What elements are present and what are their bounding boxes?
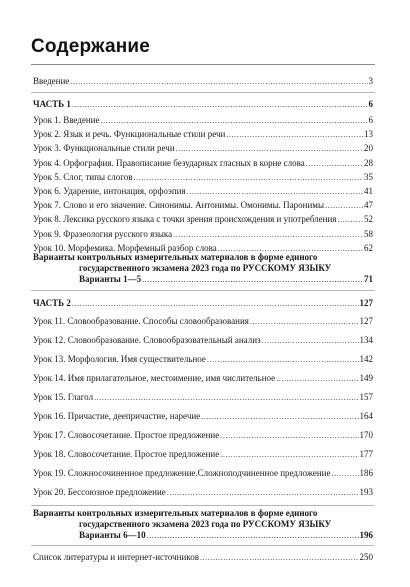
dot-leader — [220, 429, 358, 443]
dot-leader — [187, 185, 363, 199]
toc-entry-lesson-13[interactable] — [33, 352, 373, 366]
dot-leader — [142, 274, 363, 285]
variants-line: государственного экзамена 2023 года по РУССКОМУ ЯЗЫКУ — [79, 263, 332, 273]
toc-entry-page: 13 — [364, 129, 373, 139]
toc-entry-page: 62 — [364, 243, 373, 253]
toc-entry-lesson-6[interactable] — [33, 184, 373, 198]
dot-leader — [201, 410, 358, 424]
dot-leader — [276, 372, 358, 386]
toc-entry-label: Урок 2. Язык и речь. Функциональные стили речи — [33, 129, 226, 139]
dot-leader — [207, 353, 359, 367]
toc-entry-label: Урок 15. Глагол — [33, 392, 94, 402]
toc-part-page: 6 — [368, 99, 373, 109]
toc-entry-label: Урок 8. Лексика русского языка с точки зрения происхождения и употребления — [33, 214, 337, 224]
toc-part1-heading[interactable] — [33, 97, 373, 111]
toc-entry-label: Урок 10. Морфемика. Морфемный разбор слова — [33, 243, 217, 253]
page-title: Содержание — [31, 36, 151, 57]
toc-entry-page: 193 — [359, 487, 373, 497]
toc-entry-lesson-12[interactable] — [33, 333, 373, 347]
variants-line: государственного экзамена 2023 года по РУССКОМУ ЯЗЫКУ — [79, 519, 332, 529]
dot-leader — [176, 142, 363, 156]
dot-leader — [72, 297, 359, 311]
toc-entry-label: Список литературы и интернет-источников — [33, 552, 199, 562]
section-rule — [31, 290, 375, 291]
section-rule — [31, 92, 375, 93]
toc-entry-label: Урок 16. Причастие, деепричастие, наречие — [33, 411, 201, 421]
toc-entry-lesson-18[interactable] — [33, 447, 373, 461]
toc-entry-lesson-15[interactable] — [33, 390, 373, 404]
toc-entry-label: Урок 11. Словообразование. Способы словообразования — [33, 316, 249, 326]
toc-part-label: ЧАСТЬ 2 — [33, 298, 71, 308]
toc-entry-page: 6 — [368, 115, 373, 125]
toc-entry-page: 157 — [359, 392, 373, 402]
toc-entry-page: 142 — [359, 354, 373, 364]
variants-line: Варианты контрольных измерительных материалов в форме единого — [33, 508, 318, 518]
dot-leader — [100, 114, 367, 128]
toc-entry-label: Урок 12. Словообразование. Словообразовательный анализ — [33, 335, 261, 345]
toc-entry-lesson-16[interactable] — [33, 409, 373, 423]
toc-entry-page: 250 — [359, 552, 373, 562]
variants-page: 196 — [359, 530, 373, 540]
toc-entry-page: 149 — [359, 373, 373, 383]
toc-entry-page: 47 — [364, 200, 373, 210]
toc-entry-page: 177 — [359, 449, 373, 459]
toc-entry-page: 52 — [364, 214, 373, 224]
toc-entry-lesson-20[interactable] — [33, 485, 373, 499]
toc-entry-page: 35 — [364, 172, 373, 182]
toc-entry-label: Урок 17. Словосочетание. Простое предложение — [33, 430, 220, 440]
section-rule — [31, 545, 375, 546]
dot-leader — [325, 199, 363, 213]
dot-leader — [167, 486, 359, 500]
dot-leader — [133, 171, 363, 185]
toc-part-label: ЧАСТЬ 1 — [33, 99, 71, 109]
toc-entry-lesson-8[interactable] — [33, 212, 373, 226]
variants-entry — [33, 274, 373, 285]
toc-entry-bibliography[interactable] — [33, 550, 373, 564]
toc-entry-lesson-11[interactable] — [33, 314, 373, 328]
toc-entry-label: Введение — [33, 76, 70, 86]
toc-entry-page: 164 — [359, 411, 373, 421]
toc-part-page: 127 — [359, 298, 373, 308]
toc-entry-lesson-17[interactable] — [33, 428, 373, 442]
toc-entry-label: Урок 18. Словосочетание. Простое предложение — [33, 449, 220, 459]
toc-entry-lesson-1[interactable] — [33, 113, 373, 127]
toc-entry-label: Урок 9. Фразеология русского языка — [33, 229, 173, 239]
dot-leader — [306, 157, 363, 171]
variants-label: Варианты 6—10 — [79, 530, 146, 540]
toc-entry-page: 28 — [364, 158, 373, 168]
toc-entry-lesson-9[interactable] — [33, 227, 373, 241]
dot-leader — [173, 228, 363, 242]
toc-entry-lesson-4[interactable] — [33, 156, 373, 170]
toc-variants-1-5[interactable] — [33, 252, 373, 285]
toc-entry-label: Урок 6. Ударение, интонация, орфоэпия — [33, 186, 186, 196]
dot-leader — [220, 448, 358, 462]
toc-entry-label: Урок 13. Морфология. Имя существительное — [33, 354, 206, 364]
toc-entry-page: 127 — [359, 316, 373, 326]
dot-leader — [94, 391, 358, 405]
toc-entry-lesson-5[interactable] — [33, 170, 373, 184]
variants-line: Варианты контрольных измерительных материалов в форме единого — [33, 252, 318, 262]
toc-entry-lesson-7[interactable] — [33, 198, 373, 212]
toc-entry-label: Урок 19. Сложносочиненное предложение.Сложноподчиненное предложение — [33, 468, 331, 478]
toc-entry-label: Урок 3. Функциональные стили речи — [33, 143, 175, 153]
variants-page: 71 — [364, 274, 373, 284]
toc-entry-lesson-3[interactable] — [33, 141, 373, 155]
dot-leader — [337, 213, 363, 227]
toc-variants-6-10[interactable] — [33, 508, 373, 541]
toc-entry-lesson-2[interactable] — [33, 127, 373, 141]
toc-entry-page: 58 — [364, 229, 373, 239]
toc-entry-label: Урок 5. Слог, типы слогов — [33, 172, 133, 182]
toc-entry-lesson-19[interactable] — [33, 466, 373, 480]
title-rule — [31, 64, 375, 65]
variants-entry — [33, 530, 373, 541]
toc-entry-label: Урок 20. Бессоюзное предложение — [33, 487, 166, 497]
toc-entry-label: Урок 1. Введение — [33, 115, 100, 125]
toc-entry-lesson-14[interactable] — [33, 371, 373, 385]
toc-entry-page: 170 — [359, 430, 373, 440]
dot-leader — [226, 128, 363, 142]
toc-entry-page: 186 — [359, 468, 373, 478]
dot-leader — [262, 334, 359, 348]
variants-label: Варианты 1—5 — [79, 274, 142, 284]
dot-leader — [332, 467, 359, 481]
dot-leader — [200, 551, 359, 565]
toc-entry-label: Урок 4. Орфография. Правописание безударных гласных в корне слова — [33, 158, 305, 168]
dot-leader — [250, 315, 359, 329]
toc-entry-page: 134 — [359, 335, 373, 345]
dot-leader — [72, 98, 368, 112]
dot-leader — [70, 75, 367, 89]
toc-entry-page: 3 — [368, 76, 373, 86]
toc-entry-page: 20 — [364, 143, 373, 153]
toc-part2-heading-real[interactable] — [33, 296, 373, 310]
toc-entry-intro[interactable] — [33, 74, 373, 88]
toc-entry-label: Урок 14. Имя прилагательное, местоимение, имя числительное — [33, 373, 276, 383]
toc-entry-page: 41 — [364, 186, 373, 196]
toc-entry-label: Урок 7. Слово и его значение. Синонимы. Антонимы. Омонимы. Паронимы — [33, 200, 325, 210]
section-rule — [31, 505, 375, 506]
dot-leader — [147, 530, 359, 541]
